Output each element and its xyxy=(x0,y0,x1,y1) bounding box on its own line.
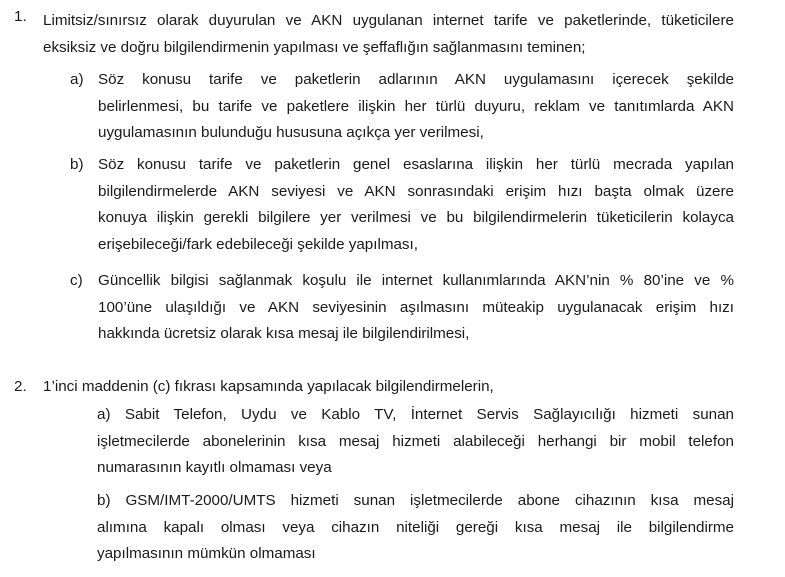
item-1c-label: c) xyxy=(70,272,83,289)
item-1c-line: 100’üne ulaşıldığı ve AKN seviyesinin aşılmasını müteakip uygulanacak erişim hızı xyxy=(98,298,734,316)
item-1-text xyxy=(43,8,734,61)
item-1a-text xyxy=(98,67,734,147)
item-2a-line: a) Sabit Telefon, Uydu ve Kablo TV, İnternet Servis Sağlayıcılığı hizmeti sunan xyxy=(97,406,734,423)
item-2b-line: yapılmasının mümkün olmaması xyxy=(97,545,316,562)
item-1-number: 1. xyxy=(14,8,27,25)
item-2a-line: işletmecilerde abonelerinin kısa mesaj hizmeti alabileceği herhangi bir mobil telefon xyxy=(97,432,734,450)
item-2b-line: b) GSM/IMT-2000/UMTS hizmeti sunan işletmecilerde abone cihazının kısa mesaj xyxy=(97,492,734,509)
item-2-number: 2. xyxy=(14,378,27,395)
item-1b-text xyxy=(98,152,734,258)
item-1a-line: belirlenmesi, bu tarife ve paketlere ilişkin her türlü duyuru, reklam ve tanıtımlarda AKN xyxy=(98,97,734,115)
item-1b-line: bilgilendirmelerde AKN seviyesi ve AKN sonrasındaki erişim hızı başta olmak üzere xyxy=(98,182,734,200)
item-2a-text xyxy=(97,402,734,482)
item-1-line: Limitsiz/sınırsız olarak duyurulan ve AKN uygulanan internet tarife ve paketlerinde, tüketicilere xyxy=(43,12,734,29)
item-1c-line: hakkında ücretsiz olarak kısa mesaj ile bilgilendirilmesi, xyxy=(98,325,470,342)
item-1a-line: uygulamasının bulunduğu hususuna açıkça yer verilmesi, xyxy=(98,124,484,141)
item-1b-line: erişebileceği/fark edebileceği şekilde yapılması, xyxy=(98,235,418,253)
item-1a-line: Söz konusu tarife ve paketlerin adlarının AKN uygulamasını içerecek şekilde xyxy=(98,71,734,88)
item-1b-line: Söz konusu tarife ve paketlerin genel esaslarına ilişkin her türlü mecrada yapılan xyxy=(98,156,734,173)
item-2a-line: numarasının kayıtlı olmaması veya xyxy=(97,459,332,476)
item-1-line: eksiksiz ve doğru bilgilendirmenin yapılması ve şeffaflığın sağlanmasını teminen; xyxy=(43,38,586,56)
item-1b-line: konuya ilişkin gerekli bilgilere yer verilmesi ve bu bilgilendirmelerin tüketicilerin kolayca xyxy=(98,209,734,226)
item-2-line: 1’inci maddenin (c) fıkrası kapsamında yapılacak bilgilendirmelerin, xyxy=(43,378,494,395)
item-1b-label: b) xyxy=(70,156,84,173)
item-2-text xyxy=(43,374,734,401)
item-1c-line: Güncellik bilgisi sağlanmak koşulu ile internet kullanımlarında AKN’nin % 80’ine ve % xyxy=(98,272,734,289)
item-2b-line: alımına kapalı olması veya cihazın niteliği gereği kısa mesaj ile bilgilendirme xyxy=(97,518,734,536)
item-1c-text xyxy=(98,268,734,348)
item-2b-text xyxy=(97,488,734,568)
item-1a-label: a) xyxy=(70,71,84,88)
